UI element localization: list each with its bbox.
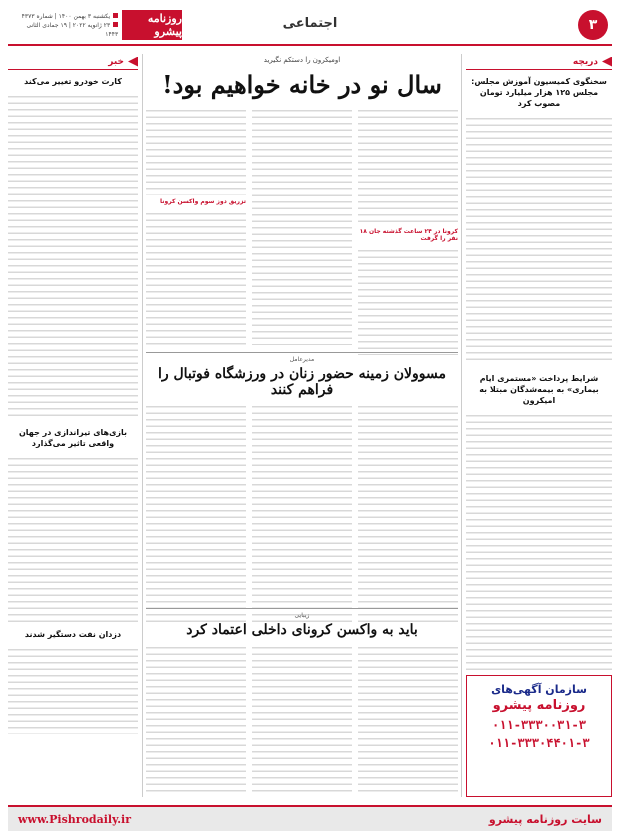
column-divider <box>461 54 462 797</box>
article-headline: سخنگوی کمیسیون آموزش مجلس: مجلس ۱۲۵ هزار میلیارد تومان مصوب کرد <box>471 77 607 108</box>
main-body <box>146 105 458 355</box>
bottom-kicker: زیبایی <box>294 612 310 619</box>
arrow-tag-icon <box>128 57 138 67</box>
tag-label: خبر <box>108 56 124 67</box>
article-body-placeholder <box>252 642 352 792</box>
bottom-body <box>146 642 458 792</box>
ad-title-line2: روزنامه پیشرو <box>492 698 586 713</box>
tag-dariche <box>466 54 612 70</box>
page-footer <box>8 805 612 831</box>
left-column <box>8 54 138 797</box>
sub-heading: کرونا در ۲۴ ساعت گذشته جان ۱۸ نفر را گرفت <box>359 228 458 242</box>
tag-label: دریچه <box>572 56 598 67</box>
arrow-tag-icon <box>602 57 612 67</box>
article-body-placeholder <box>146 105 246 195</box>
mid-body <box>146 401 458 626</box>
article-body-placeholder <box>252 401 352 626</box>
article-body-placeholder <box>358 245 458 355</box>
article-body-placeholder <box>8 453 138 623</box>
article-body-placeholder <box>146 642 246 792</box>
right-column <box>466 54 612 667</box>
ad-phone-2: ۰۱۱-۳۳۳۰۴۴۰۱-۳ <box>488 736 590 750</box>
main-headline: سال نو در خانه خواهیم بود! <box>162 70 442 99</box>
article-body-placeholder <box>358 642 458 792</box>
date-line-1: یکشنبه ۳ بهمن ۱۴۰۰ | شماره ۴۳۷۳ <box>21 12 111 20</box>
mid-kicker: مدیرعامل <box>289 356 315 363</box>
bullet-icon <box>113 22 118 27</box>
section-title: اجتماعی <box>282 16 338 31</box>
date-line-2: ۲۳ ژانویه ۲۰۲۲ | ۱۹ جمادی الثانی ۱۴۴۳ <box>26 21 119 38</box>
footer-site-label: سایت روزنامه پیشرو <box>488 812 602 826</box>
page-header <box>8 6 612 46</box>
mid-headline: مسوولان زمینه حضور زنان در ورزشگاه فوتبال را فراهم کنند <box>157 366 447 398</box>
newspaper-logo: روزنامه پیشرو <box>122 10 182 40</box>
tag-khabar <box>8 54 138 70</box>
story-divider <box>146 352 458 353</box>
article-body-placeholder <box>8 91 138 421</box>
footer-url[interactable]: www.Pishrodaily.ir <box>18 812 132 826</box>
article-body-placeholder <box>146 208 246 348</box>
article-body-placeholder <box>358 401 458 626</box>
main-story <box>146 54 458 355</box>
page-number: ۳ <box>578 10 608 40</box>
ad-phone-1: ۰۱۱-۳۳۳۰۰۳۱-۳ <box>492 718 586 732</box>
main-kicker: اومیکرون را دستکم نگیرید <box>263 56 341 64</box>
masthead <box>12 8 182 42</box>
ad-title-line1: سازمان آگهی‌های <box>491 683 587 696</box>
article-body-placeholder <box>466 113 612 363</box>
article-body-placeholder <box>358 105 458 225</box>
article-body-placeholder <box>466 410 612 670</box>
article-body-placeholder <box>146 401 246 626</box>
article-headline: شرایط پرداخت «مستمری ایام بیماری» به بیمه‌شدگان مبتلا به امیکرون <box>479 374 599 405</box>
date-info <box>12 12 118 39</box>
news-headline: دزدان نفت دستگیر شدند <box>24 630 122 639</box>
ad-box <box>466 675 612 797</box>
news-headline: بازی‌های تیراندازی در جهان واقعی تاثیر می‌گذارد <box>18 428 128 448</box>
sub-heading: تزریق دوز سوم واکسن کرونا <box>159 198 246 205</box>
article-body-placeholder <box>252 105 352 345</box>
column-divider <box>142 54 143 797</box>
bullet-icon <box>113 13 118 18</box>
story-divider <box>146 608 458 609</box>
news-headline: کارت خودرو تغییر می‌کند <box>24 77 122 86</box>
bottom-story <box>146 612 458 792</box>
article-body-placeholder <box>8 644 138 734</box>
bottom-headline: باید به واکسن کرونای داخلی اعتماد کرد <box>186 622 418 638</box>
mid-story <box>146 356 458 626</box>
